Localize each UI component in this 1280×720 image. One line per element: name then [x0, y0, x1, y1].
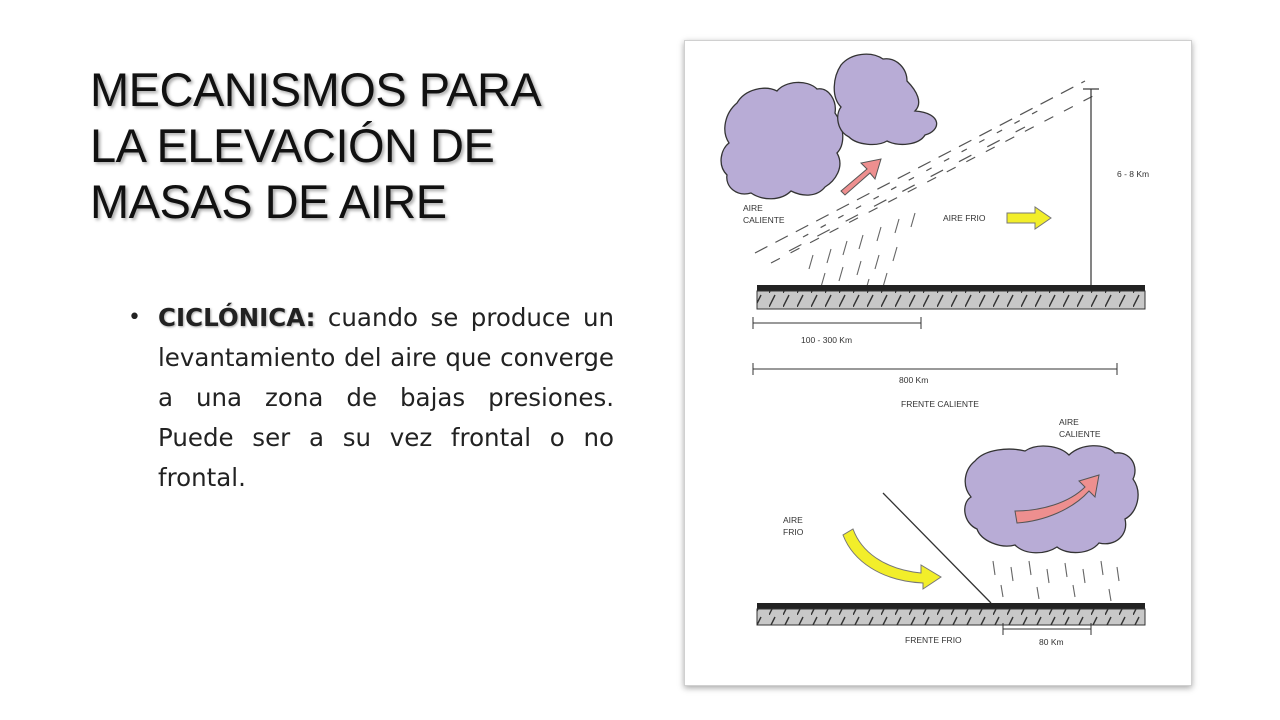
warm-cloud-right [834, 54, 936, 144]
label-dist-short: 100 - 300 Km [801, 335, 853, 345]
label-warm-air-top-2: CALIENTE [743, 215, 785, 225]
slide-title [90, 62, 630, 230]
label-cold-air-bottom-2: FRIO [783, 527, 804, 537]
bullet-text: cuando se produce un levantamiento del aire que converge a una zona de bajas presiones. Puede ser a su vez frontal o no frontal. [158, 303, 614, 492]
bullet-term: CICLÓNICA: [158, 303, 316, 332]
label-cold-air-top: AIRE FRIO [943, 213, 986, 223]
caption-warm-front: FRENTE CALIENTE [901, 399, 979, 409]
cold-air-arrow-icon [1007, 207, 1051, 229]
label-dist-long: 800 Km [899, 375, 929, 385]
title-line-1: MECANISMOS PARA [90, 63, 542, 116]
label-warm-air-bottom-2: CALIENTE [1059, 429, 1101, 439]
bullet-item [128, 298, 614, 498]
warm-air-arrow-icon [841, 159, 881, 195]
ground-bottom-surface [757, 603, 1145, 609]
label-cold-air-bottom-1: AIRE [783, 515, 803, 525]
ground-top-surface [757, 285, 1145, 291]
warm-cloud-left [721, 82, 843, 198]
front-diagram-svg [685, 41, 1191, 685]
warm-cloud-bottom [965, 446, 1138, 553]
label-warm-air-top-1: AIRE [743, 203, 763, 213]
label-warm-air-bottom-1: AIRE [1059, 417, 1079, 427]
label-height: 6 - 8 Km [1117, 169, 1150, 179]
bullet-dot-icon: • [128, 305, 141, 330]
bullet-list [128, 298, 614, 498]
front-diagram [684, 40, 1192, 686]
title-line-2: LA ELEVACIÓN DE [90, 119, 495, 172]
title-line-3: MASAS DE AIRE [90, 175, 447, 228]
label-dist-bottom: 80 Km [1039, 637, 1064, 647]
caption-cold-front: FRENTE FRIO [905, 635, 962, 645]
rain-bottom [993, 561, 1119, 601]
